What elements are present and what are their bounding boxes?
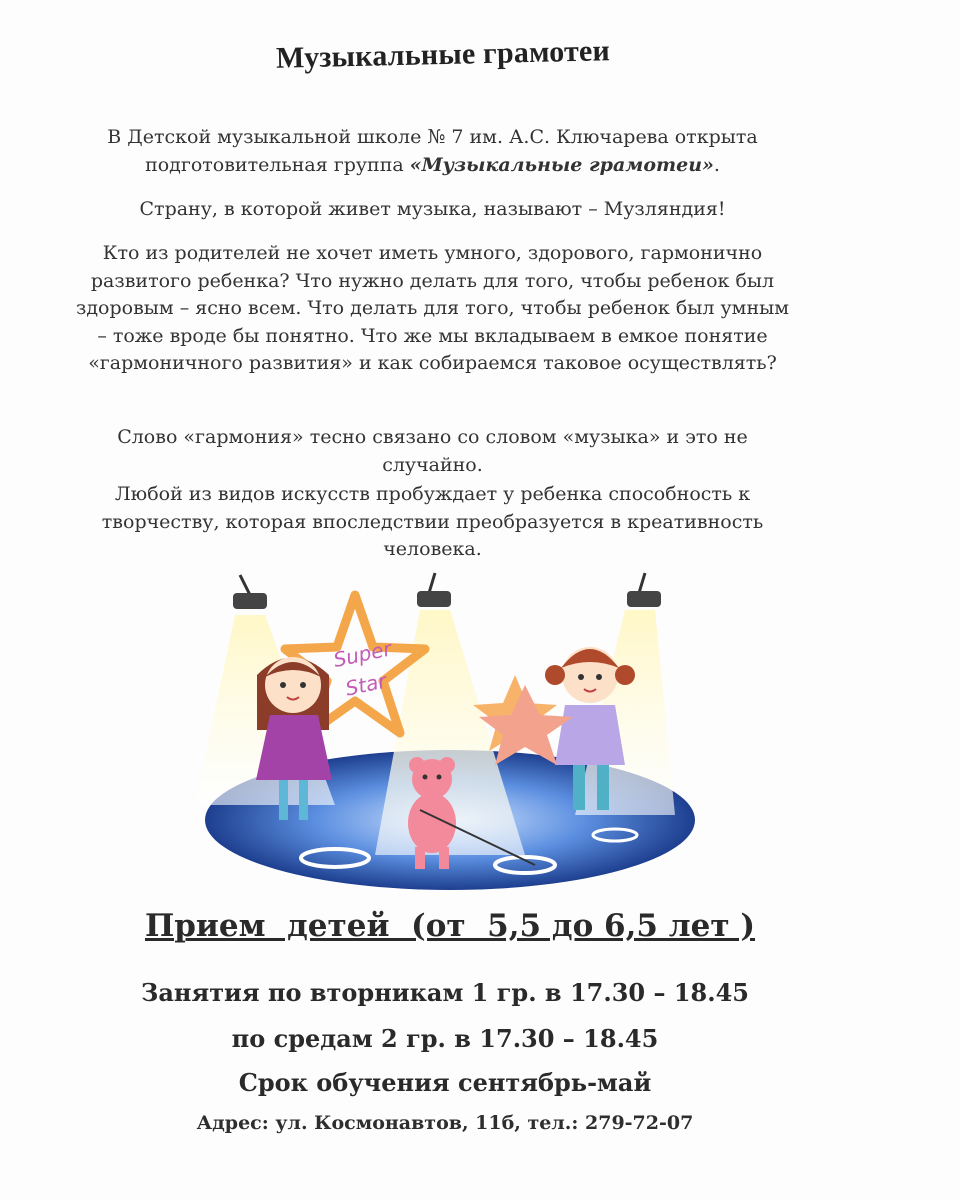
spotlight-icon: [627, 573, 661, 607]
kids-singing-illustration: [195, 565, 695, 895]
schedule-line-1: Занятия по вторникам 1 гр. в 17.30 – 18.45: [141, 978, 749, 1007]
intro-paragraph: [70, 124, 795, 179]
paragraph-country: Страну, в которой живет музыка, называют – Музляндия!: [139, 198, 726, 220]
schedule-line-2: по средам 2 гр. в 17.30 – 18.45: [231, 1024, 659, 1053]
intro-line-2: [70, 152, 795, 180]
star-text-super: Super: [331, 636, 394, 672]
spotlight-icon: [233, 575, 267, 609]
admission-heading: Прием детей (от 5,5 до 6,5 лет ): [144, 908, 756, 944]
spotlight-icon: [417, 573, 451, 607]
poster-title: Музыкальные грамотеи: [275, 34, 611, 75]
intro-line-1: В Детской музыкальной школе № 7 им. А.С. Ключарева открыта: [107, 126, 758, 148]
intro-line-2-prefix: подготовительная группа: [145, 153, 410, 176]
star-text-star: Star: [343, 668, 389, 701]
address-line: Адрес: ул. Космонавтов, 11б, тел.: 279-72-07: [196, 1112, 694, 1134]
group-name: «Музыкальные грамотеи»: [409, 153, 714, 176]
paragraph-parents: Кто из родителей не хочет иметь умного, здорового, гармонично развитого ребенка? Что нужно делать для того, чтобы ребенок был здоровым – ясно всем. Что делать для того, чтобы ребенок был умным – тоже вроде бы понятно. Что же мы вкладываем в емкое понятие «гармоничного развития» и как собираемся таковое осуществлять?: [75, 242, 790, 374]
paragraph-harmony: Слово «гармония» тесно связано со словом «музыка» и это не случайно.: [117, 426, 748, 476]
paragraph-art: Любой из видов искусств пробуждает у ребенка способность к творчеству, которая впоследствии преобразуется в креативность человека.: [101, 483, 764, 560]
intro-line-2-suffix: .: [713, 153, 720, 176]
schedule-line-3: Срок обучения сентябрь-май: [238, 1068, 652, 1097]
